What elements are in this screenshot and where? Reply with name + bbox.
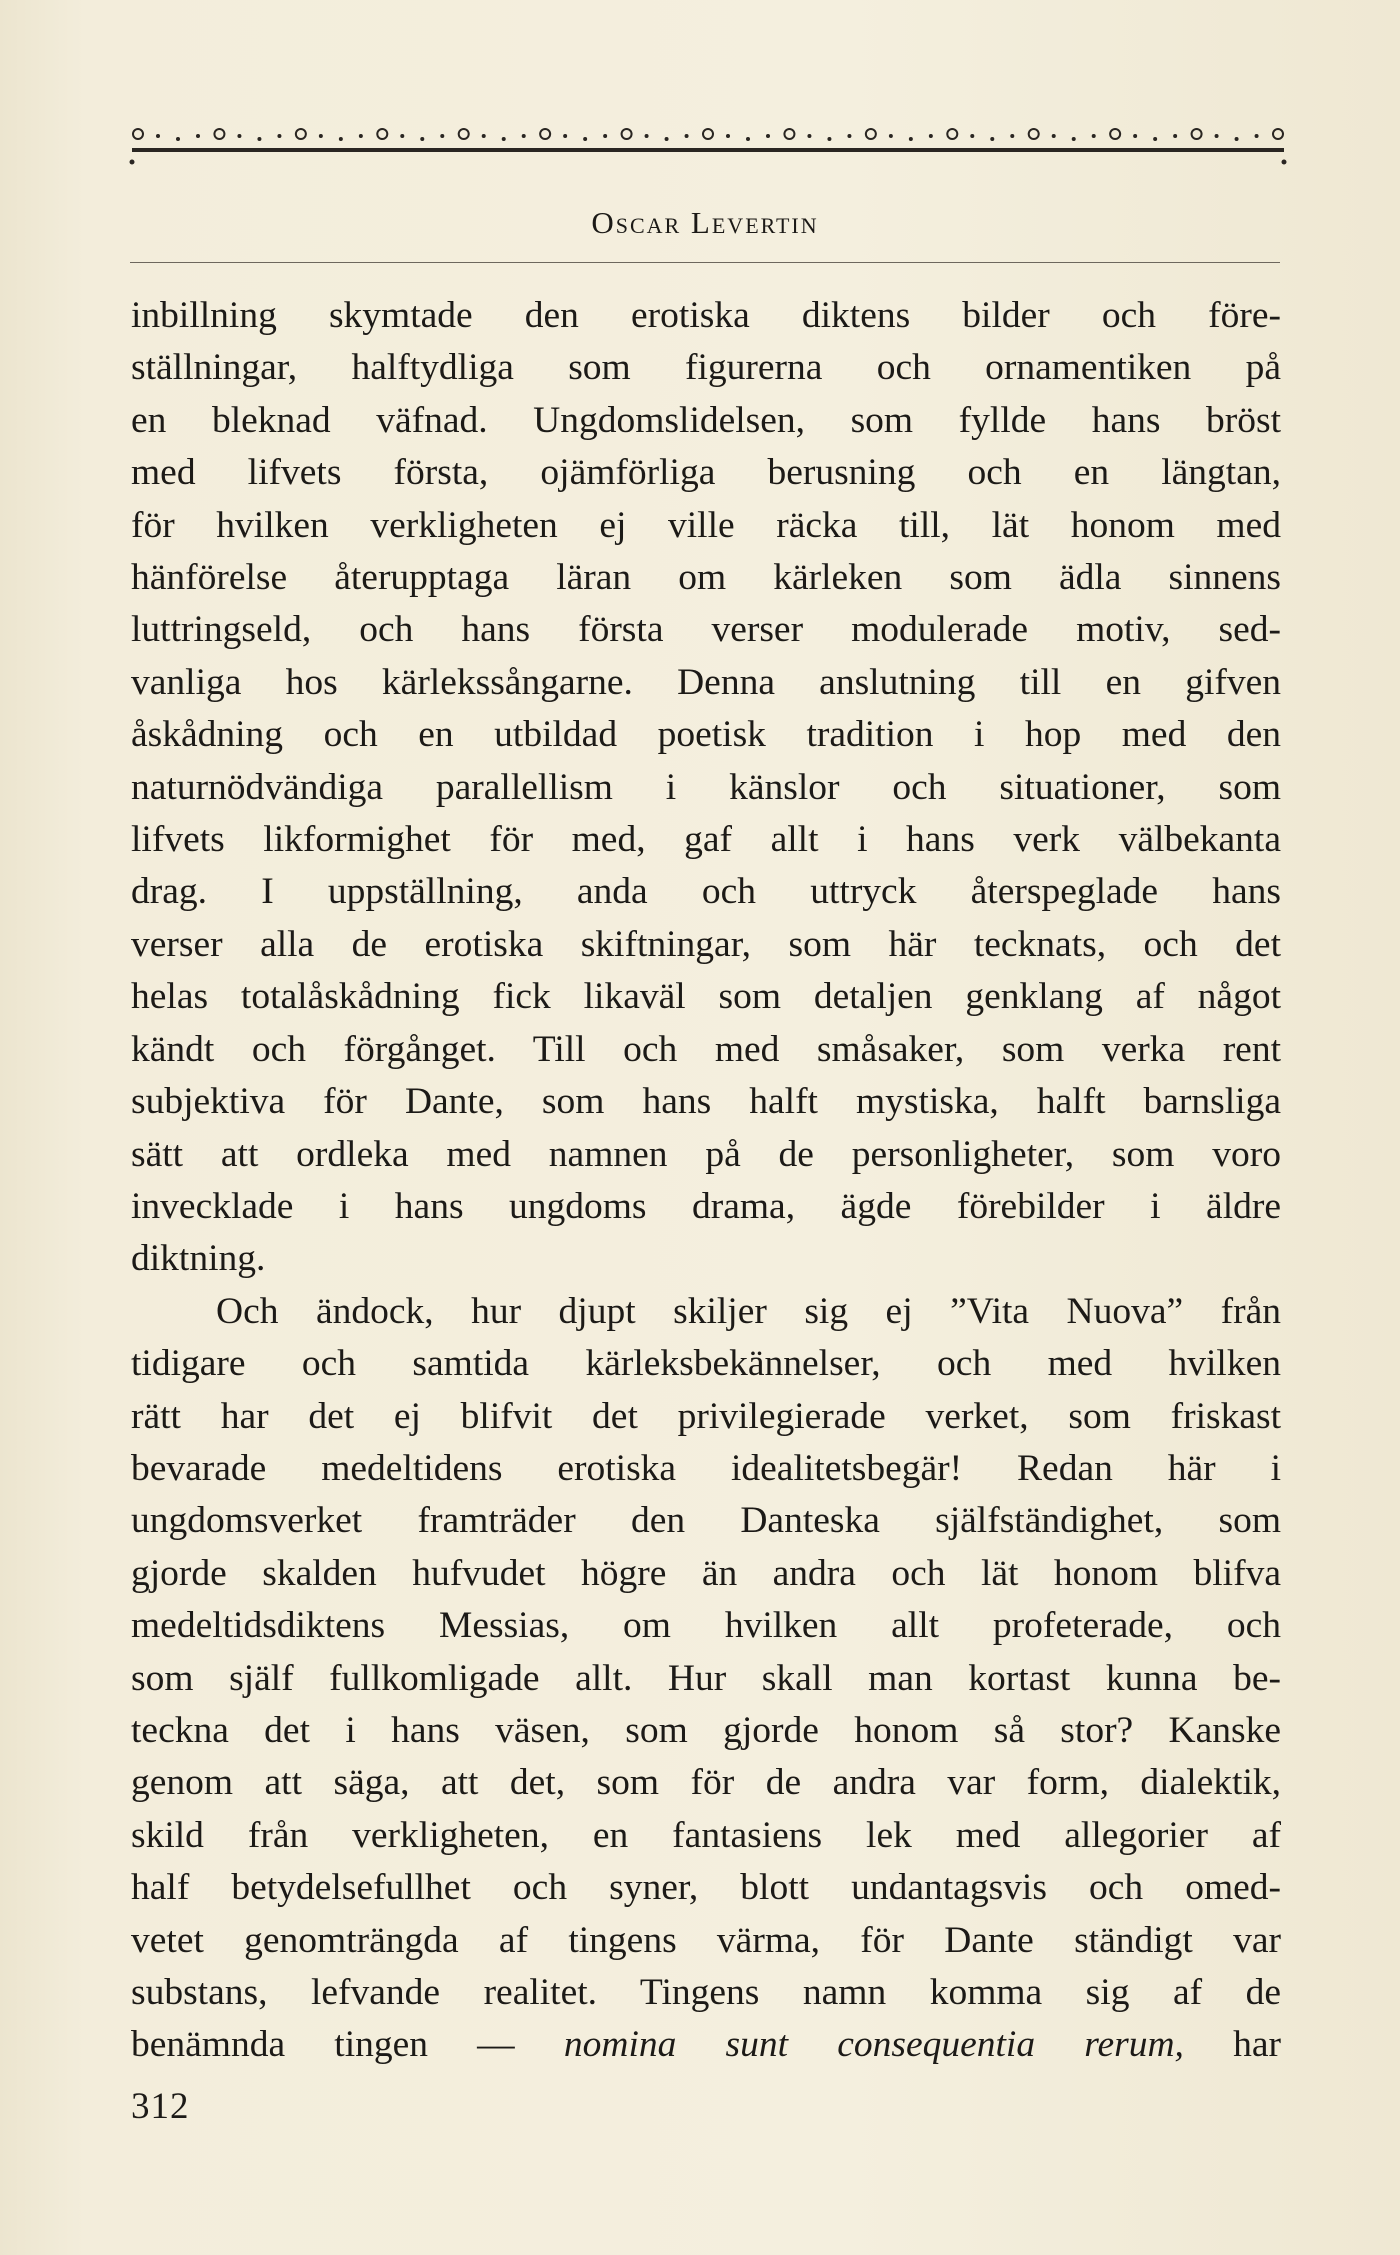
text-segment: benämnda tingen — <box>131 2024 564 2066</box>
text-line: verser alla de erotiska skiftningar, som här tecknats, och det <box>131 923 1281 965</box>
running-head: Oscar Levertin <box>591 205 819 240</box>
text-segment: har <box>1183 2024 1281 2066</box>
text-line: ungdomsverket framträder den Danteska själfständighet, som <box>131 1500 1281 1542</box>
text-line: diktning. <box>131 1238 266 1280</box>
text-line: med lifvets första, ojämförliga berusning och en längtan, <box>131 452 1281 494</box>
text-line: genom att säga, att det, som för de andra var form, dialektik, <box>131 1762 1281 1804</box>
text-line: naturnödvändiga parallellism i känslor och situationer, som <box>131 766 1281 808</box>
text-line: lifvets likformighet för med, gaf allt i hans verk välbekanta <box>131 819 1281 861</box>
latin-quote: nomina sunt consequentia rerum, <box>563 2024 1184 2066</box>
text-line: bevarade medeltidens erotiska idealitetsbegär! Redan här i <box>131 1447 1281 1489</box>
text-line: som själf fullkomligade allt. Hur skall man kortast kunna be- <box>131 1657 1281 1699</box>
text-line: helas totalåskådning fick likaväl som detaljen genklang af något <box>131 976 1281 1018</box>
text-line: gjorde skalden hufvudet högre än andra och lät honom blifva <box>131 1552 1281 1594</box>
text-line: luttringseld, och hans första verser modulerade motiv, sed- <box>131 609 1281 651</box>
text-line: åskådning och en utbildad poetisk tradition i hop med den <box>131 714 1281 756</box>
text-line: en bleknad väfnad. Ungdomslidelsen, som fyllde hans bröst <box>131 399 1281 441</box>
text-line: invecklade i hans ungdoms drama, ägde förebilder i äldre <box>131 1185 1281 1227</box>
text-line: inbillning skymtade den erotiska diktens bilder och före- <box>131 295 1281 336</box>
text-line: rätt har det ej blifvit det privilegierade verket, som friskast <box>131 1395 1281 1437</box>
text-line: skild från verkligheten, en fantasiens lek med allegorier af <box>131 1814 1281 1856</box>
text-line: sätt att ordleka med namnen på de personligheter, som voro <box>131 1133 1281 1175</box>
dotted-chain-ornament-icon <box>128 122 1288 180</box>
text-line: half betydelsefullhet och syner, blott undantagsvis och omed- <box>131 1867 1281 1909</box>
text-line: subjektiva för Dante, som hans halft mystiska, halft barnsliga <box>131 1081 1281 1123</box>
text-line: kändt och förgånget. Till och med småsaker, som verka rent <box>131 1028 1281 1070</box>
text-line: för hvilken verkligheten ej ville räcka till, lät honom med <box>131 504 1281 546</box>
text-line: medeltidsdiktens Messias, om hvilken allt profeterade, och <box>131 1605 1281 1647</box>
text-line: Och ändock, hur djupt skiljer sig ej ”Vita Nuova” från <box>216 1290 1281 1332</box>
text-line: vetet genomträngda af tingens värma, för Dante ständigt var <box>131 1919 1281 1961</box>
text-line: tidigare och samtida kärleksbekännelser, och med hvilken <box>131 1343 1281 1385</box>
body-text <box>131 290 1281 2072</box>
text-line: ställningar, halftydliga som figurerna och ornamentiken på <box>131 347 1281 389</box>
page-number: 312 <box>131 2086 190 2127</box>
text-line: substans, lefvande realitet. Tingens namn komma sig af de <box>131 1972 1281 2013</box>
text-line-last <box>131 2019 1281 2071</box>
text-line: vanliga hos kärlekssångarne. Denna anslutning till en gifven <box>131 661 1281 703</box>
text-line: hänförelse återupptaga läran om kärleken som ädla sinnens <box>131 557 1281 599</box>
text-line: drag. I uppställning, anda och uttryck återspeglade hans <box>131 871 1281 913</box>
header-divider <box>130 262 1280 263</box>
text-line: teckna det i hans väsen, som gjorde honom så stor? Kanske <box>131 1709 1281 1751</box>
